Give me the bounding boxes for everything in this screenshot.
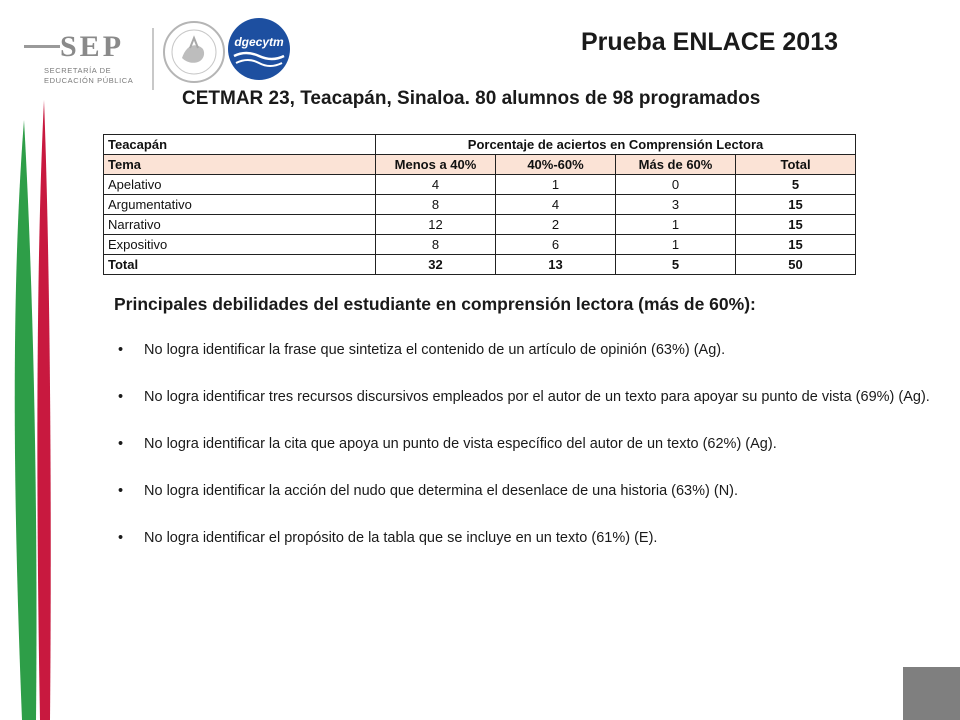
list-item-text: No logra identificar tres recursos discursivos empleados por el autor de un texto para apoyar su punto de vista (69%) (Ag).: [144, 389, 930, 405]
table-cell: 0: [616, 175, 736, 195]
decorative-stripes: [0, 0, 60, 720]
table-cell: 32: [376, 255, 496, 275]
green-stripe: [15, 120, 37, 720]
table-cell: 6: [496, 235, 616, 255]
list-item: [118, 387, 930, 408]
table-cell-tema: Narrativo: [104, 215, 376, 235]
list-item-text: No logra identificar la frase que sintetiza el contenido de un artículo de opinión (63%) (Ag).: [144, 342, 726, 358]
table-cell-total: 50: [736, 255, 856, 275]
table-header-row: [104, 135, 856, 155]
table-cell-tema: Argumentativo: [104, 195, 376, 215]
list-item-text: No logra identificar la cita que apoya un punto de vista específico del autor de un texto (62%) (Ag).: [144, 436, 777, 452]
table-row: [104, 175, 856, 195]
bullet-icon: •: [118, 342, 124, 358]
table-cell-tema: Apelativo: [104, 175, 376, 195]
table-cell: 13: [496, 255, 616, 275]
table-row-header: Tema: [104, 155, 376, 175]
column-header: Total: [736, 155, 856, 175]
list-item-text: No logra identificar el propósito de la tabla que se incluye en un texto (61%) (E).: [144, 530, 658, 546]
weaknesses-list: [118, 340, 930, 575]
sep-logo-bar: [24, 45, 60, 48]
table-cell-total: 5: [736, 175, 856, 195]
bullet-icon: •: [118, 530, 124, 546]
table-cell: 4: [376, 175, 496, 195]
table-cell-tema: Total: [104, 255, 376, 275]
logo-divider: [152, 28, 154, 90]
table-row: [104, 215, 856, 235]
table-cell: 1: [616, 215, 736, 235]
dgecytm-logo: [226, 16, 292, 82]
table-cell: 1: [496, 175, 616, 195]
bullet-icon: •: [118, 483, 124, 499]
table-cell: 2: [496, 215, 616, 235]
list-item: [118, 340, 930, 361]
list-item: [118, 434, 930, 455]
list-item: [118, 481, 930, 502]
table-cell: 8: [376, 195, 496, 215]
table-group-header: Porcentaje de aciertos en Comprensión Lectora: [376, 135, 856, 155]
bullet-icon: •: [118, 436, 124, 452]
column-header: 40%-60%: [496, 155, 616, 175]
table-cell: 8: [376, 235, 496, 255]
column-header: Más de 60%: [616, 155, 736, 175]
mexican-seal-icon: [160, 18, 228, 86]
table-total-row: [104, 255, 856, 275]
table-column-header-row: [104, 155, 856, 175]
sep-logo-line1: SECRETARÍA DE: [44, 66, 112, 75]
list-item-text: No logra identificar la acción del nudo que determina el desenlace de una historia (63%) (N).: [144, 483, 739, 499]
table-cell: 5: [616, 255, 736, 275]
table-cell-total: 15: [736, 195, 856, 215]
corner-decoration: [903, 667, 960, 720]
table-row: [104, 235, 856, 255]
page-subtitle: CETMAR 23, Teacapán, Sinaloa. 80 alumnos de 98 programados: [182, 88, 761, 109]
sep-logo-letters: SEP: [60, 30, 125, 63]
table-cell: 1: [616, 235, 736, 255]
sep-logo: [22, 30, 142, 84]
results-table: [103, 134, 856, 275]
table-cell-total: 15: [736, 235, 856, 255]
red-stripe: [37, 100, 50, 720]
table-cell-tema: Expositivo: [104, 235, 376, 255]
dgecytm-logo-text: dgecytm: [234, 35, 284, 49]
table-row: [104, 195, 856, 215]
table-cell-total: 15: [736, 215, 856, 235]
table-cell: 3: [616, 195, 736, 215]
page-title: Prueba ENLACE 2013: [580, 28, 838, 56]
sep-logo-line2: EDUCACIÓN PÚBLICA: [44, 76, 134, 85]
table-corner-cell: Teacapán: [104, 135, 376, 155]
bullet-icon: •: [118, 389, 124, 405]
weaknesses-heading: Principales debilidades del estudiante en comprensión lectora (más de 60%):: [114, 294, 756, 314]
column-header: Menos a 40%: [376, 155, 496, 175]
list-item: [118, 528, 930, 549]
table-cell: 12: [376, 215, 496, 235]
table-cell: 4: [496, 195, 616, 215]
